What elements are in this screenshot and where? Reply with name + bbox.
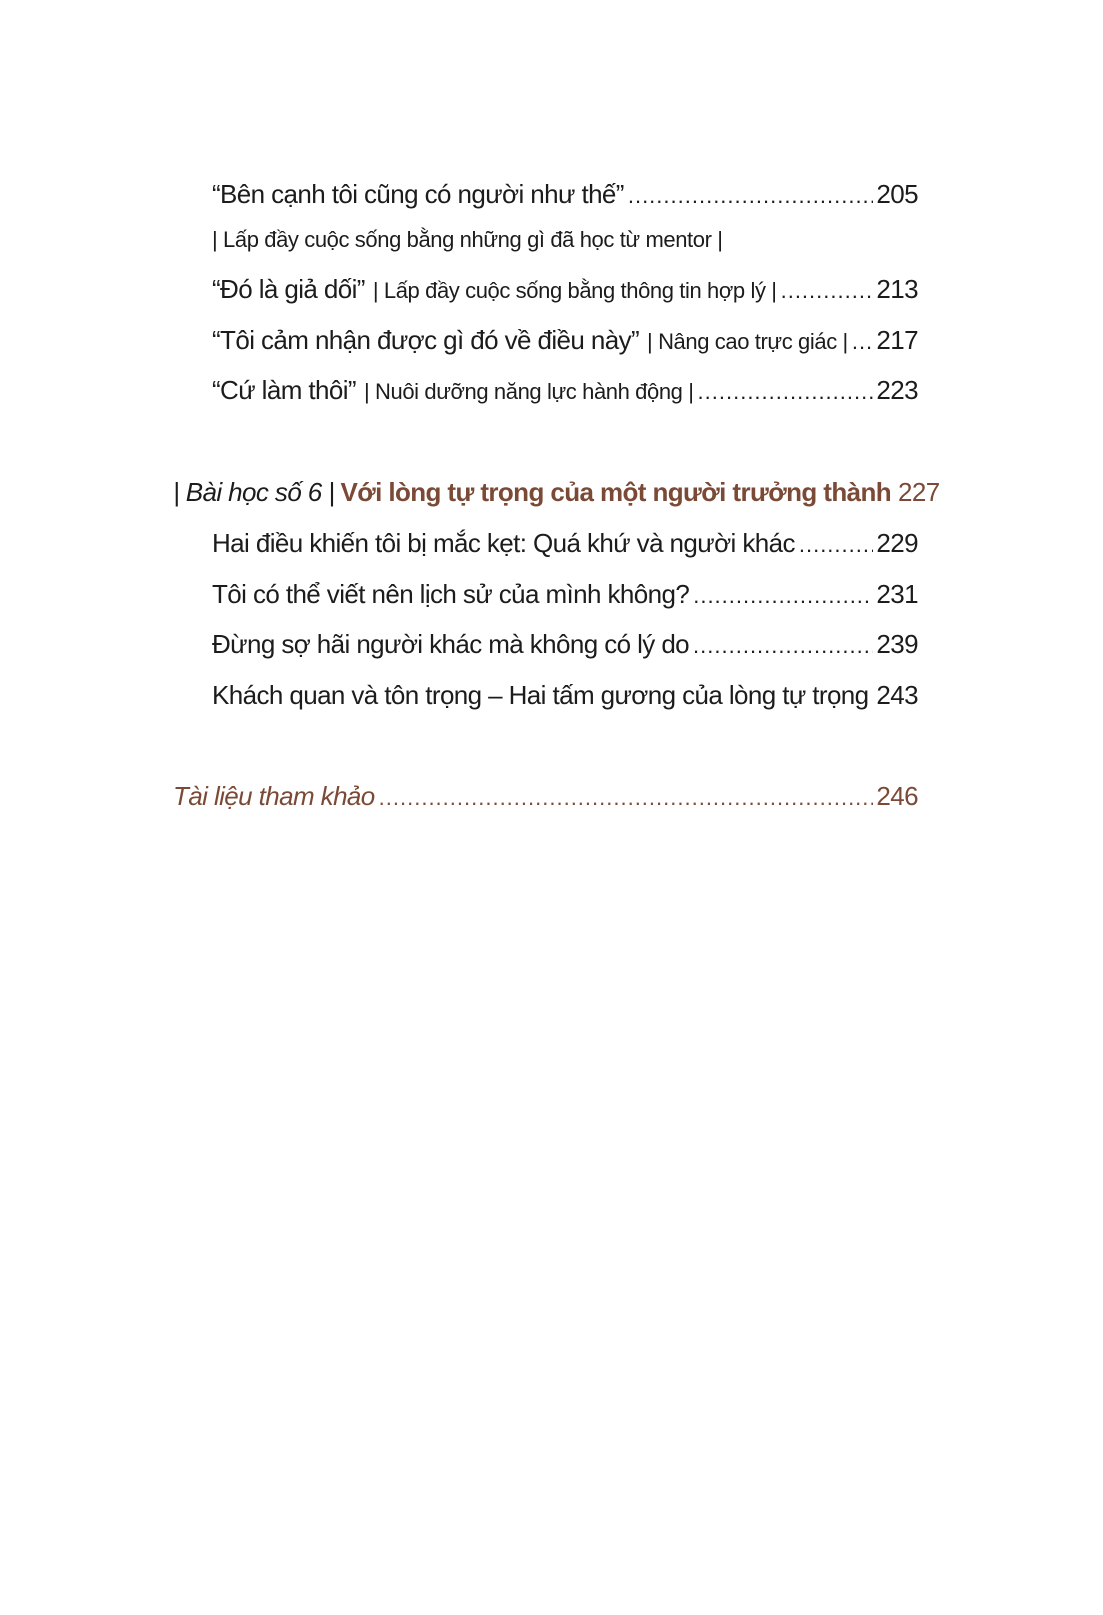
toc-entry[interactable] <box>212 578 918 612</box>
lesson-label: | Bài học số 6 | <box>173 477 335 507</box>
references-page: 246 <box>876 781 918 811</box>
toc-entry-page: 243 <box>876 680 918 710</box>
references-title: Tài liệu tham khảo <box>173 781 375 811</box>
toc-entry-title: Đừng sợ hãi người khác mà không có lý do <box>212 629 690 659</box>
dot-leader <box>693 580 873 612</box>
toc-entry-page: 231 <box>876 579 918 609</box>
toc-entry-page: 213 <box>876 274 918 304</box>
toc-entry-page: 205 <box>876 179 918 209</box>
toc-entry-subtitle: | Lấp đầy cuộc sống bằng những gì đã học từ mentor | <box>212 227 723 252</box>
dot-leader <box>698 376 874 408</box>
dot-leader <box>852 326 874 358</box>
toc-entry[interactable] <box>212 178 918 212</box>
toc-entry-title: Hai điều khiến tôi bị mắc kẹt: Quá khứ và người khác <box>212 528 795 558</box>
toc-entry-subtitle: | Nuôi dưỡng năng lực hành động | <box>363 379 694 404</box>
toc-entry-page: 229 <box>876 528 918 558</box>
toc-entry[interactable] <box>212 374 918 408</box>
toc-entry[interactable] <box>212 324 918 358</box>
toc-entry-title: “Đó là giả dối” <box>212 274 365 304</box>
toc-entry-page: 239 <box>876 629 918 659</box>
dot-leader <box>781 275 874 307</box>
toc-entry-title: Khách quan và tôn trọng – Hai tấm gương của lòng tự trọng <box>212 680 869 710</box>
toc-entry-page: 217 <box>876 325 918 355</box>
toc-entry-page: 223 <box>876 375 918 405</box>
toc-entry-subtitle: | Nâng cao trực giác | <box>647 329 848 354</box>
lesson-title: Với lòng tự trọng của một người trưởng thành <box>340 477 892 507</box>
toc-entry[interactable] <box>212 679 918 713</box>
toc-entry-title: “Tôi cảm nhận được gì đó về điều này” <box>212 325 640 355</box>
toc-entry[interactable] <box>212 628 918 662</box>
dot-leader <box>379 782 874 814</box>
dot-leader <box>628 180 874 212</box>
references-entry[interactable] <box>173 780 918 814</box>
toc-entry[interactable] <box>212 273 918 307</box>
toc-entry-subtitle: | Lấp đầy cuộc sống bằng thông tin hợp lý | <box>372 278 777 303</box>
dot-leader <box>873 681 874 713</box>
dot-leader <box>799 529 874 561</box>
toc-entry-title: “Bên cạnh tôi cũng có người như thế” <box>212 179 624 209</box>
toc-entry[interactable] <box>212 527 918 561</box>
lesson-page: 227 <box>898 477 940 507</box>
toc-entry-title: Tôi có thể viết nên lịch sử của mình không? <box>212 579 690 609</box>
dot-leader <box>693 630 873 662</box>
lesson-heading[interactable] <box>173 476 940 510</box>
toc-entry-title: “Cứ làm thôi” <box>212 375 356 405</box>
